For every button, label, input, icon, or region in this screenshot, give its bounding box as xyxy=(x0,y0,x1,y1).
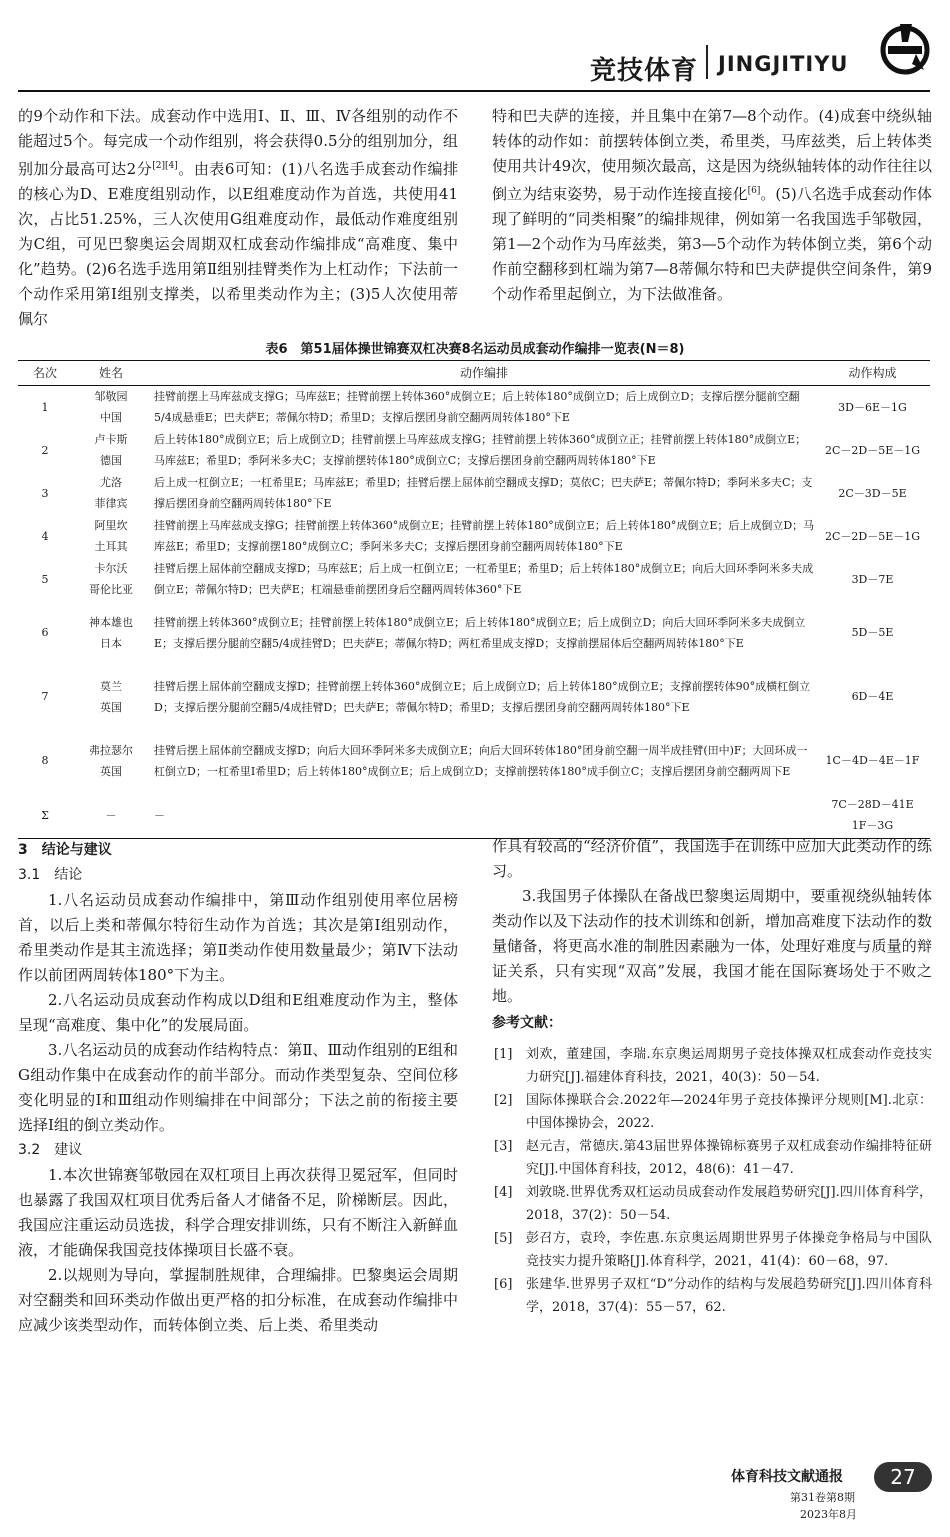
journal-section-title-en: JINGJITIYU xyxy=(718,52,849,76)
section-heading: 3 结论与建议 xyxy=(18,842,112,858)
footer-volume: 第31卷第8期 xyxy=(790,1491,855,1504)
table-row: 7 莫兰 英国 挂臂后摆上屈体前空翻成支撑D；挂臂前摆上转体360°成倒立E；后上成倒立D；后上转体180°成倒立E；支撑前摆转体90°成横杠倒立D；支撑后摆分腿前空翻5/4成挂臂D；巴夫萨E；蒂佩尔特D；希里D；支撑后摆团身前空翻两周转体180°下E 6D－4E xyxy=(41,679,894,714)
table-row: 3 尤洛 菲律宾 后上成一杠倒立E；一杠希里E；马库兹E；希里D；挂臂后摆上屈体前空翻成支撑D；莫依C；巴夫萨E；蒂佩尔特D；季阿米多夫C；支撑后摆团身前空翻两周转体180°下E 2C－3D－5E xyxy=(41,476,907,510)
citation: [2][4] xyxy=(152,161,178,171)
reference-item: [6] 张建华.世界男子双杠“D”分动作的结构与发展趋势研究[J].四川体育科学，2018，37(4)：55－57，62. xyxy=(494,1277,932,1315)
table-header-row xyxy=(18,361,930,386)
reference-item: [5] 彭召方，袁玲，李佐惠.东京奥运周期世界男子体操竞争格局与中国队竞技实力提升策略[J].体育科学，2021，41(4)：60－68，97. xyxy=(494,1231,932,1269)
reference-item: [2] 国际体操联合会.2022年—2024年男子竞技体操评分规则[M].北京：中国体操协会，2022. xyxy=(494,1093,932,1131)
body-paragraph: 特和巴夫萨的连接，并且集中在第7—8个动作。(4)成套中绕纵轴转体的动作如：前摆转体倒立类，希里类，马库兹类，后上转体类使用共计49次，使用频次最高，这是因为绕纵轴转体的动作往往以倒立为结束姿势，易于动作连接直接化[6]。(5)八名选手成套动作体现了鲜明的“同类相聚”的编排规律，例如第一名我国选手邹敬园，第1—2个动作为马库兹类，第3—5个动作为转体倒立类，第6个动作前空翻移到杠端为第7—8蒂佩尔特和巴夫萨提供空间条件，第9个动作希里起倒立，为下法做准备。 xyxy=(492,107,932,303)
table-row: 6 神本雄也 日本 挂臂前摆上转体360°成倒立E；挂臂前摆上转体180°成倒立E；后上转体180°成倒立E；后上成倒立D；向后大回环季阿米多夫成倒立E；支撑后摆分腿前空翻5/4成挂臂D；巴夫萨E；蒂佩尔特D；两杠希里成支撑D；支撑前摆屈体后空翻两周转体180°下E 5D－5E xyxy=(41,615,894,650)
col-header-name: 姓名 xyxy=(72,361,150,386)
subsection-heading: 3.1 结论 xyxy=(18,867,83,883)
body-paragraph: 1.本次世锦赛邹敬园在双杠项目上再次获得卫冕冠军，但同时也暴露了我国双杠项目优秀后备人才储备不足，阶梯断层。因此，我国应注重运动员选拔，科学合理安排训练，只有不断注入新鲜血液，才能确保我国竞技体操项目长盛不衰。 xyxy=(18,1166,458,1259)
left-column-top xyxy=(18,104,458,332)
table-row: 5 卡尔沃 哥伦比亚 挂臂后摆上屈体前空翻成支撑D；马库兹E；后上成一杠倒立E；一杠希里E；希里D；后上转体180°成倒立E；向后大回环季阿米多夫成倒立E；蒂佩尔特D；巴夫萨E；杠端悬垂前摆团身后空翻两周转体360°下E 3D－7E xyxy=(41,562,894,596)
col-header-rank: 名次 xyxy=(18,361,72,386)
subsection-heading: 3.2 建议 xyxy=(18,1142,83,1158)
table-row: 1 邹敬园 中国 挂臂前摆上马库兹成支撑G；马库兹E；挂臂前摆上转体360°成倒立E；后上转体180°成倒立D；后上成倒立D；支撑后摆分腿前空翻5/4成悬垂E；巴夫萨E；蒂佩尔特D；希里D；支撑后摆团身前空翻两周转体180°下E 3D－6E－1G xyxy=(41,390,907,425)
right-column-bottom xyxy=(492,834,932,1036)
body-paragraph: 1.八名运动员成套动作编排中，第Ⅲ动作组别使用率位居榜首，以后上类和蒂佩尔特衍生动作为首选；其次是第Ⅰ组别动作，希里类动作是其主流选择；第Ⅱ类动作使用数量最少；第Ⅳ下法动作以前团两周转体180°下为主。 xyxy=(18,891,458,984)
references-heading: 参考文献： xyxy=(492,1015,562,1031)
header-separator xyxy=(706,45,708,79)
citation: [6] xyxy=(747,186,761,196)
body-paragraph: 3.我国男子体操队在备战巴黎奥运周期中，要重视绕纵轴转体类动作以及下法动作的技术训练和创新，增加高难度下法动作的数量储备，将更高水准的制胜因素融为一体，处理好难度与质量的辩证关系，只有实现“双高”发展，我国才能在国际赛场处于不败之地。 xyxy=(492,887,932,1005)
body-paragraph: 的9个动作和下法。成套动作中选用Ⅰ、Ⅱ、Ⅲ、Ⅳ各组别的动作不能超过5个。每完成一个动作组别，将会获得0.5分的组别加分，组别加分最高可达2分[2][4]。由表6可知：(1)八名选手成套动作编排的核心为D、E难度组别动作，以E组难度动作为首选，共使用41次，占比51.25%，三人次使用G组难度动作，最低动作难度组别为C组，可见巴黎奥运会周期双杠成套动作编排成“高难度、集中化”趋势。(2)6名选手选用第Ⅱ组别挂臂类作为上杠动作；下法前一个动作采用第Ⅰ组别支撑类，以希里类动作为主；(3)5人次使用蒂佩尔 xyxy=(18,107,458,328)
body-paragraph: 2.以规则为导向，掌握制胜规律，合理编排。巴黎奥运会周期对空翻类和回环类动作做出更严格的扣分标准，在成套动作编排中应减少该类型动作，而转体倒立类、后上类、希里类动 xyxy=(18,1266,458,1334)
reference-item: [4] 刘敦晓.世界优秀双杠运动员成套动作发展趋势研究[J].四川体育科学，2018，37(2)：50－54. xyxy=(494,1185,932,1223)
table-row: 8 弗拉瑟尔 英国 挂臂后摆上屈体前空翻成支撑D；向后大回环季阿米多夫成倒立E；向后大回环转体180°团身前空翻一周半成挂臂(田中)F；大回环成一杠倒立D；一杠希里Ⅰ希里D；后上转体180°成倒立E；后上成倒立D；支撑前摆转体180°成手倒立C；支撑后摆团身前空翻两周下E 1C－4D－4E－1F xyxy=(41,743,920,778)
journal-logo-icon xyxy=(878,20,932,78)
reference-item: [3] 赵元吉，常德庆.第43届世界体操锦标赛男子双杠成套动作编排特征研究[J].中国体育科技，2012，48(6)：41－47. xyxy=(494,1139,932,1177)
page-number: 27 xyxy=(874,1462,932,1492)
table-row: 4 阿里坎 土耳其 挂臂前摆上马库兹成支撑G；挂臂前摆上转体360°成倒立E；挂臂前摆上转体180°成倒立E；后上转体180°成倒立E；后上成倒立D；马库兹E；希里D；支撑前摆180°成倒立C；季阿米多夫C；支撑后摆团身前空翻两周转体180°下E 2C－2D－5E－1G xyxy=(41,519,921,553)
table-caption: 表6 第51届体操世锦赛双杠决赛8名运动员成套动作编排一览表(N＝8) xyxy=(265,342,685,357)
header-rule xyxy=(18,90,930,92)
right-column-top xyxy=(492,104,932,307)
journal-section-title: 竞技体育 xyxy=(590,56,699,86)
reference-list xyxy=(494,1043,932,1319)
body-paragraph: 作具有较高的“经济价值”，我国选手在训练中应加大此类动作的练习。 xyxy=(492,837,932,880)
footer-date: 2023年8月 xyxy=(800,1508,857,1521)
col-header-composition: 动作构成 xyxy=(815,361,930,386)
left-column-bottom xyxy=(18,838,458,1338)
table-total-row: Σ － － 7C－28D－41E 1F－3G xyxy=(18,793,930,839)
col-header-sequence: 动作编排 xyxy=(150,361,815,386)
body-paragraph: 3.八名运动员的成套动作结构特点：第Ⅱ、Ⅲ动作组别的E组和G组动作集中在成套动作的前半部分。而动作类型复杂、空间位移变化明显的Ⅰ和Ⅲ组动作则编排在中间部分；下法之前的衔接主要选择Ⅰ组的倒立类动作。 xyxy=(18,1041,458,1134)
footer-journal-name: 体育科技文献通报 xyxy=(731,1469,843,1485)
routine-table xyxy=(18,360,930,839)
reference-item: [1] 刘欢，董建国，李瑞.东京奥运周期男子竞技体操双杠成套动作竞技实力研究[J].福建体育科技，2021，40(3)：50－54. xyxy=(494,1047,932,1085)
body-paragraph: 2.八名运动员成套动作构成以D组和E组难度动作为主，整体呈现“高难度、集中化”的发展局面。 xyxy=(18,991,458,1034)
table-row: 2 卢卡斯 德国 后上转体180°成倒立E；后上成倒立D；挂臂前摆上马库兹成支撑G；挂臂前摆上转体360°成倒立正；挂臂前摆上转体180°成倒立E；马库兹E；希里D；季阿米多夫C；支撑前摆转体180°成倒立C；支撑后摆团身前空翻两周转体180°下E 2C－2D－5E－1G xyxy=(41,433,921,467)
